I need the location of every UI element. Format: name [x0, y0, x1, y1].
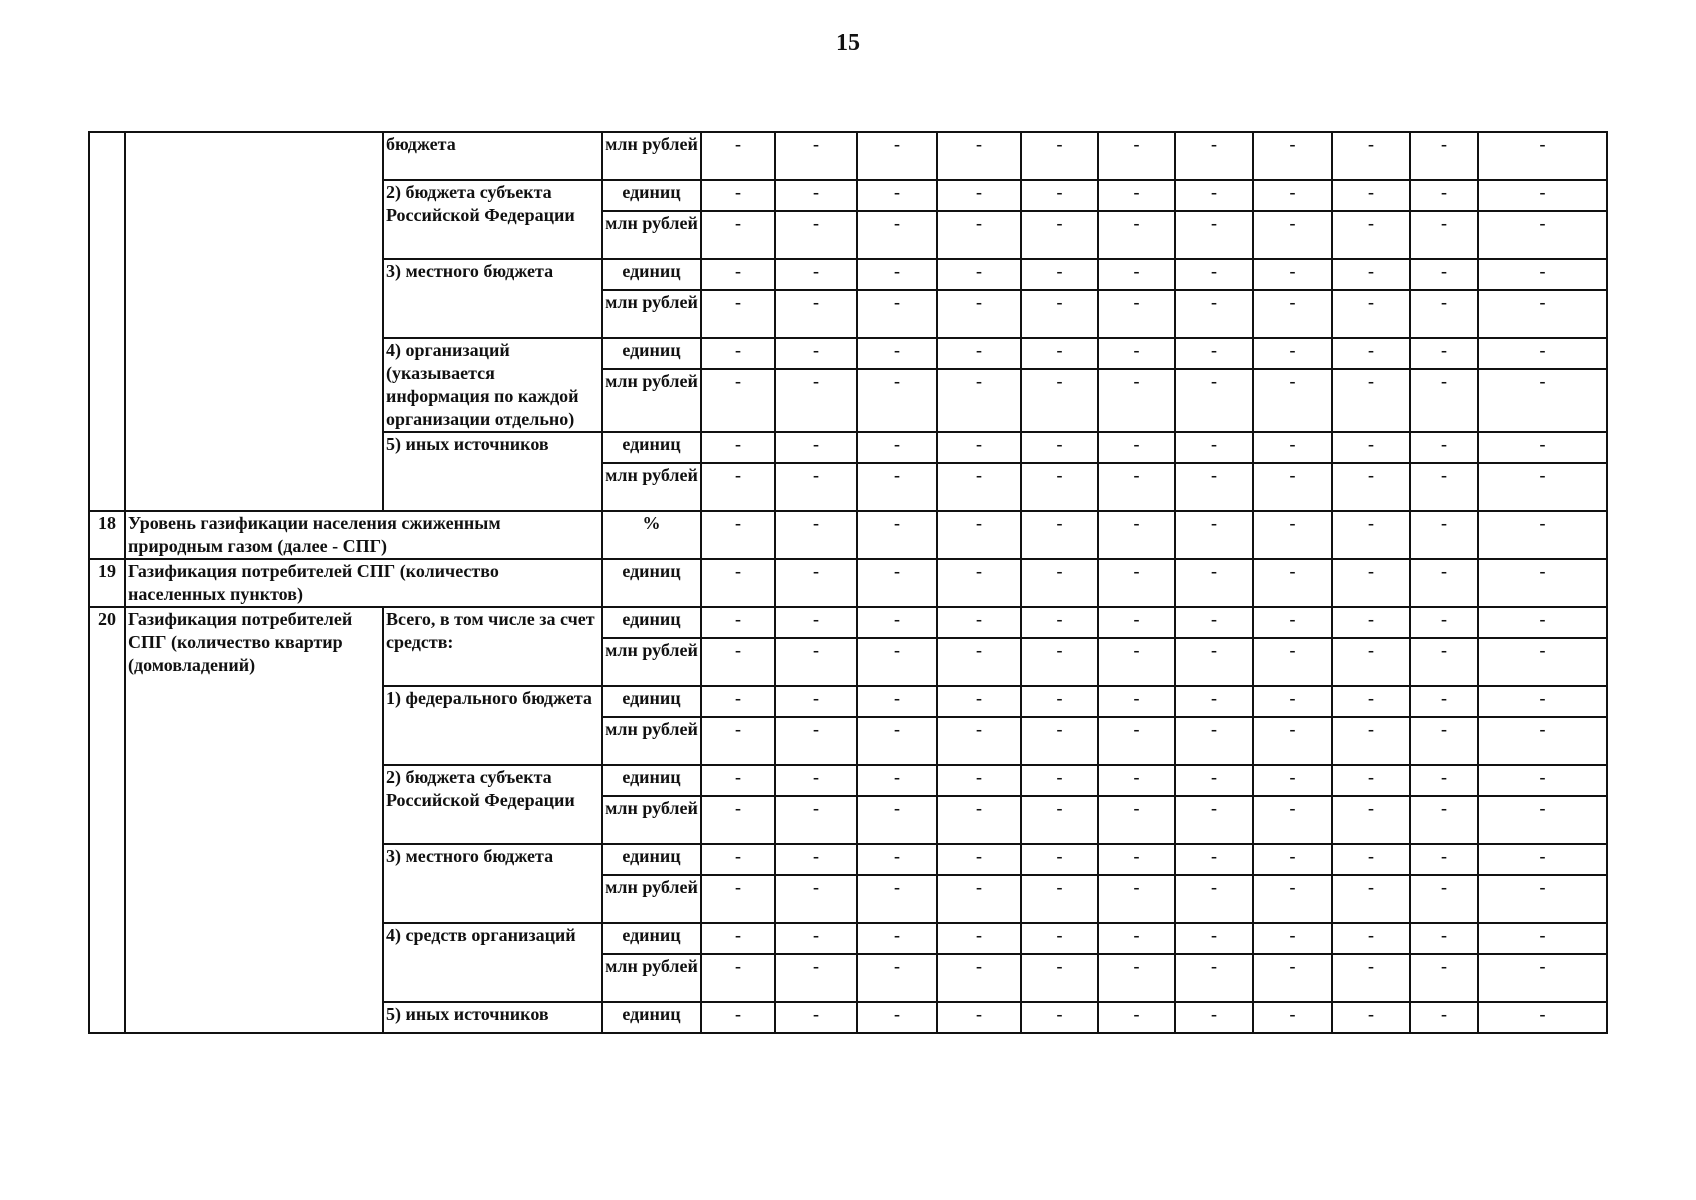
- value-cell: -: [1098, 607, 1175, 638]
- value-cell: -: [1021, 954, 1098, 1002]
- value-cell: -: [857, 559, 937, 607]
- value-cell: -: [701, 369, 775, 432]
- value-cell: -: [1410, 290, 1478, 338]
- unit-cell: единиц: [602, 923, 701, 954]
- indicator-name: Газификация потребителей СПГ (количество квартир (домовладений): [125, 607, 383, 1033]
- value-cell: -: [1332, 132, 1410, 180]
- value-cell: -: [775, 338, 857, 369]
- row-number: [89, 132, 125, 511]
- value-cell: -: [1332, 686, 1410, 717]
- source-cell: 5) иных источников: [383, 432, 602, 511]
- value-cell: -: [1332, 844, 1410, 875]
- value-cell: -: [937, 290, 1021, 338]
- value-cell: -: [775, 432, 857, 463]
- value-cell: -: [1478, 923, 1607, 954]
- unit-cell: единиц: [602, 432, 701, 463]
- value-cell: -: [1478, 765, 1607, 796]
- value-cell: -: [1098, 875, 1175, 923]
- value-cell: -: [1175, 954, 1253, 1002]
- value-cell: -: [1410, 463, 1478, 511]
- unit-cell: единиц: [602, 259, 701, 290]
- unit-cell: млн рублей: [602, 875, 701, 923]
- value-cell: -: [1098, 796, 1175, 844]
- value-cell: -: [857, 132, 937, 180]
- value-cell: -: [1332, 1002, 1410, 1033]
- value-cell: -: [1478, 211, 1607, 259]
- value-cell: -: [1332, 765, 1410, 796]
- value-cell: -: [1175, 369, 1253, 432]
- value-cell: -: [937, 338, 1021, 369]
- unit-cell: млн рублей: [602, 954, 701, 1002]
- value-cell: -: [857, 875, 937, 923]
- source-cell: Всего, в том числе за счет средств:: [383, 607, 602, 686]
- value-cell: -: [1478, 1002, 1607, 1033]
- value-cell: -: [701, 211, 775, 259]
- value-cell: -: [1478, 511, 1607, 559]
- value-cell: -: [1021, 607, 1098, 638]
- value-cell: -: [1098, 686, 1175, 717]
- unit-cell: %: [602, 511, 701, 559]
- unit-cell: млн рублей: [602, 132, 701, 180]
- value-cell: -: [857, 211, 937, 259]
- value-cell: -: [1410, 844, 1478, 875]
- value-cell: -: [857, 923, 937, 954]
- value-cell: -: [1175, 765, 1253, 796]
- value-cell: -: [1410, 511, 1478, 559]
- value-cell: -: [775, 796, 857, 844]
- value-cell: -: [937, 132, 1021, 180]
- value-cell: -: [701, 559, 775, 607]
- value-cell: -: [857, 511, 937, 559]
- value-cell: -: [1410, 875, 1478, 923]
- value-cell: -: [701, 463, 775, 511]
- value-cell: -: [857, 180, 937, 211]
- value-cell: -: [701, 290, 775, 338]
- value-cell: -: [1478, 875, 1607, 923]
- value-cell: -: [701, 844, 775, 875]
- value-cell: -: [1175, 511, 1253, 559]
- value-cell: -: [1098, 559, 1175, 607]
- value-cell: -: [1332, 923, 1410, 954]
- value-cell: -: [1253, 338, 1332, 369]
- value-cell: -: [1332, 259, 1410, 290]
- indicator-name: Уровень газификации населения сжиженным природным газом (далее - СПГ): [125, 511, 602, 559]
- value-cell: -: [1332, 290, 1410, 338]
- value-cell: -: [1021, 180, 1098, 211]
- indicator-name: Газификация потребителей СПГ (количество населенных пунктов): [125, 559, 602, 607]
- value-cell: -: [1253, 369, 1332, 432]
- row-number: 19: [89, 559, 125, 607]
- value-cell: -: [1478, 686, 1607, 717]
- value-cell: -: [1098, 844, 1175, 875]
- table-row: [89, 132, 1607, 180]
- value-cell: -: [701, 607, 775, 638]
- value-cell: -: [1175, 180, 1253, 211]
- value-cell: -: [775, 259, 857, 290]
- value-cell: -: [775, 511, 857, 559]
- value-cell: -: [857, 717, 937, 765]
- source-cell: 1) федерального бюджета: [383, 686, 602, 765]
- value-cell: -: [701, 511, 775, 559]
- value-cell: -: [937, 511, 1021, 559]
- value-cell: -: [1098, 954, 1175, 1002]
- value-cell: -: [1021, 290, 1098, 338]
- value-cell: -: [1021, 1002, 1098, 1033]
- value-cell: -: [1332, 607, 1410, 638]
- unit-cell: млн рублей: [602, 717, 701, 765]
- value-cell: -: [1098, 369, 1175, 432]
- value-cell: -: [701, 180, 775, 211]
- value-cell: -: [857, 607, 937, 638]
- value-cell: -: [937, 259, 1021, 290]
- value-cell: -: [1175, 432, 1253, 463]
- value-cell: -: [1098, 765, 1175, 796]
- value-cell: -: [1021, 211, 1098, 259]
- value-cell: -: [701, 954, 775, 1002]
- unit-cell: млн рублей: [602, 290, 701, 338]
- value-cell: -: [1175, 686, 1253, 717]
- value-cell: -: [1021, 796, 1098, 844]
- value-cell: -: [775, 463, 857, 511]
- value-cell: -: [1410, 180, 1478, 211]
- value-cell: -: [1478, 338, 1607, 369]
- table-row: [89, 607, 1607, 638]
- unit-cell: млн рублей: [602, 796, 701, 844]
- value-cell: -: [775, 954, 857, 1002]
- value-cell: -: [857, 796, 937, 844]
- value-cell: -: [1175, 463, 1253, 511]
- value-cell: -: [1478, 132, 1607, 180]
- value-cell: -: [1478, 796, 1607, 844]
- value-cell: -: [1478, 432, 1607, 463]
- value-cell: -: [701, 875, 775, 923]
- value-cell: -: [701, 765, 775, 796]
- value-cell: -: [1175, 338, 1253, 369]
- value-cell: -: [1098, 638, 1175, 686]
- value-cell: -: [1253, 875, 1332, 923]
- value-cell: -: [1410, 765, 1478, 796]
- table-row: [89, 559, 1607, 607]
- value-cell: -: [701, 432, 775, 463]
- value-cell: -: [775, 180, 857, 211]
- value-cell: -: [1021, 432, 1098, 463]
- value-cell: -: [1021, 844, 1098, 875]
- value-cell: -: [701, 717, 775, 765]
- value-cell: -: [1098, 923, 1175, 954]
- unit-cell: единиц: [602, 180, 701, 211]
- value-cell: -: [1021, 686, 1098, 717]
- value-cell: -: [1410, 211, 1478, 259]
- value-cell: -: [775, 559, 857, 607]
- value-cell: -: [1098, 180, 1175, 211]
- unit-cell: единиц: [602, 607, 701, 638]
- value-cell: -: [1021, 463, 1098, 511]
- value-cell: -: [1098, 132, 1175, 180]
- value-cell: -: [857, 1002, 937, 1033]
- value-cell: -: [1478, 559, 1607, 607]
- value-cell: -: [775, 290, 857, 338]
- value-cell: -: [1410, 338, 1478, 369]
- value-cell: -: [937, 954, 1021, 1002]
- value-cell: -: [937, 211, 1021, 259]
- value-cell: -: [1021, 638, 1098, 686]
- value-cell: -: [1175, 211, 1253, 259]
- value-cell: -: [1478, 638, 1607, 686]
- value-cell: -: [1410, 717, 1478, 765]
- value-cell: -: [1332, 432, 1410, 463]
- value-cell: -: [1175, 875, 1253, 923]
- value-cell: -: [857, 686, 937, 717]
- value-cell: -: [857, 290, 937, 338]
- value-cell: -: [1332, 954, 1410, 1002]
- value-cell: -: [1253, 1002, 1332, 1033]
- value-cell: -: [1478, 259, 1607, 290]
- value-cell: -: [857, 954, 937, 1002]
- value-cell: -: [857, 844, 937, 875]
- value-cell: -: [1332, 559, 1410, 607]
- value-cell: -: [1253, 844, 1332, 875]
- value-cell: -: [701, 1002, 775, 1033]
- value-cell: -: [1332, 180, 1410, 211]
- value-cell: -: [1410, 432, 1478, 463]
- value-cell: -: [1410, 954, 1478, 1002]
- value-cell: -: [1021, 511, 1098, 559]
- value-cell: -: [1253, 180, 1332, 211]
- value-cell: -: [1253, 463, 1332, 511]
- value-cell: -: [1332, 875, 1410, 923]
- value-cell: -: [701, 259, 775, 290]
- indicator-name: [125, 132, 383, 511]
- value-cell: -: [1332, 638, 1410, 686]
- source-cell: 4) организаций (указывается информация по каждой организации отдельно): [383, 338, 602, 432]
- value-cell: -: [701, 132, 775, 180]
- unit-cell: млн рублей: [602, 211, 701, 259]
- value-cell: -: [1478, 463, 1607, 511]
- value-cell: -: [857, 463, 937, 511]
- source-cell: 2) бюджета субъекта Российской Федерации: [383, 180, 602, 259]
- value-cell: -: [775, 875, 857, 923]
- value-cell: -: [1021, 559, 1098, 607]
- value-cell: -: [1021, 765, 1098, 796]
- value-cell: -: [937, 765, 1021, 796]
- value-cell: -: [857, 765, 937, 796]
- value-cell: -: [1253, 686, 1332, 717]
- source-cell: 5) иных источников: [383, 1002, 602, 1033]
- value-cell: -: [775, 132, 857, 180]
- value-cell: -: [1410, 259, 1478, 290]
- value-cell: -: [1332, 211, 1410, 259]
- value-cell: -: [937, 463, 1021, 511]
- value-cell: -: [775, 717, 857, 765]
- value-cell: -: [1410, 686, 1478, 717]
- value-cell: -: [1098, 290, 1175, 338]
- value-cell: -: [1410, 559, 1478, 607]
- value-cell: -: [937, 686, 1021, 717]
- value-cell: -: [1175, 132, 1253, 180]
- value-cell: -: [1175, 923, 1253, 954]
- value-cell: -: [1478, 717, 1607, 765]
- value-cell: -: [1098, 1002, 1175, 1033]
- value-cell: -: [1253, 259, 1332, 290]
- table-row: [89, 511, 1607, 559]
- value-cell: -: [937, 717, 1021, 765]
- value-cell: -: [1253, 432, 1332, 463]
- value-cell: -: [1332, 338, 1410, 369]
- unit-cell: млн рублей: [602, 369, 701, 432]
- value-cell: -: [1175, 717, 1253, 765]
- value-cell: -: [1253, 796, 1332, 844]
- value-cell: -: [1021, 369, 1098, 432]
- value-cell: -: [1332, 463, 1410, 511]
- value-cell: -: [701, 686, 775, 717]
- value-cell: -: [1253, 211, 1332, 259]
- value-cell: -: [1175, 290, 1253, 338]
- value-cell: -: [1478, 954, 1607, 1002]
- value-cell: -: [1175, 1002, 1253, 1033]
- value-cell: -: [1410, 1002, 1478, 1033]
- indicator-table: [88, 131, 1608, 1034]
- value-cell: -: [937, 638, 1021, 686]
- value-cell: -: [937, 559, 1021, 607]
- value-cell: -: [775, 1002, 857, 1033]
- value-cell: -: [1175, 559, 1253, 607]
- unit-cell: единиц: [602, 844, 701, 875]
- value-cell: -: [1410, 923, 1478, 954]
- value-cell: -: [1410, 796, 1478, 844]
- value-cell: -: [1175, 796, 1253, 844]
- value-cell: -: [1253, 132, 1332, 180]
- page-number: 15: [836, 30, 860, 56]
- unit-cell: единиц: [602, 686, 701, 717]
- source-cell: 4) средств организаций: [383, 923, 602, 1002]
- value-cell: -: [1175, 844, 1253, 875]
- value-cell: -: [857, 432, 937, 463]
- value-cell: -: [937, 844, 1021, 875]
- value-cell: -: [857, 638, 937, 686]
- source-cell: 3) местного бюджета: [383, 259, 602, 338]
- value-cell: -: [775, 686, 857, 717]
- value-cell: -: [1332, 796, 1410, 844]
- value-cell: -: [1253, 765, 1332, 796]
- value-cell: -: [1098, 338, 1175, 369]
- value-cell: -: [701, 923, 775, 954]
- value-cell: -: [1478, 180, 1607, 211]
- value-cell: -: [1478, 369, 1607, 432]
- value-cell: -: [937, 1002, 1021, 1033]
- value-cell: -: [857, 259, 937, 290]
- value-cell: -: [1332, 717, 1410, 765]
- value-cell: -: [775, 211, 857, 259]
- unit-cell: единиц: [602, 338, 701, 369]
- value-cell: -: [775, 607, 857, 638]
- unit-cell: единиц: [602, 1002, 701, 1033]
- value-cell: -: [1098, 463, 1175, 511]
- value-cell: -: [1478, 607, 1607, 638]
- value-cell: -: [1253, 511, 1332, 559]
- unit-cell: млн рублей: [602, 638, 701, 686]
- value-cell: -: [701, 796, 775, 844]
- value-cell: -: [1098, 259, 1175, 290]
- value-cell: -: [1478, 844, 1607, 875]
- value-cell: -: [1175, 607, 1253, 638]
- value-cell: -: [937, 369, 1021, 432]
- value-cell: -: [1410, 607, 1478, 638]
- value-cell: -: [1253, 559, 1332, 607]
- value-cell: -: [1332, 369, 1410, 432]
- value-cell: -: [1175, 638, 1253, 686]
- value-cell: -: [937, 923, 1021, 954]
- value-cell: -: [701, 638, 775, 686]
- value-cell: -: [1021, 923, 1098, 954]
- unit-cell: млн рублей: [602, 463, 701, 511]
- value-cell: -: [1332, 511, 1410, 559]
- row-number: 18: [89, 511, 125, 559]
- row-number: 20: [89, 607, 125, 1033]
- value-cell: -: [937, 875, 1021, 923]
- value-cell: -: [1410, 369, 1478, 432]
- value-cell: -: [1410, 638, 1478, 686]
- value-cell: -: [775, 638, 857, 686]
- value-cell: -: [1253, 638, 1332, 686]
- value-cell: -: [775, 369, 857, 432]
- value-cell: -: [775, 923, 857, 954]
- value-cell: -: [775, 765, 857, 796]
- value-cell: -: [1098, 432, 1175, 463]
- value-cell: -: [937, 432, 1021, 463]
- source-cell: бюджета: [383, 132, 602, 180]
- source-cell: 2) бюджета субъекта Российской Федерации: [383, 765, 602, 844]
- value-cell: -: [857, 369, 937, 432]
- value-cell: -: [857, 338, 937, 369]
- value-cell: -: [1098, 211, 1175, 259]
- value-cell: -: [1021, 875, 1098, 923]
- value-cell: -: [1253, 954, 1332, 1002]
- value-cell: -: [1478, 290, 1607, 338]
- unit-cell: единиц: [602, 559, 701, 607]
- value-cell: -: [1021, 132, 1098, 180]
- unit-cell: единиц: [602, 765, 701, 796]
- value-cell: -: [1253, 290, 1332, 338]
- value-cell: -: [1021, 259, 1098, 290]
- value-cell: -: [1175, 259, 1253, 290]
- value-cell: -: [1410, 132, 1478, 180]
- source-cell: 3) местного бюджета: [383, 844, 602, 923]
- value-cell: -: [1253, 923, 1332, 954]
- value-cell: -: [1253, 717, 1332, 765]
- value-cell: -: [1098, 717, 1175, 765]
- value-cell: -: [937, 796, 1021, 844]
- value-cell: -: [937, 607, 1021, 638]
- value-cell: -: [1021, 717, 1098, 765]
- value-cell: -: [775, 844, 857, 875]
- value-cell: -: [1098, 511, 1175, 559]
- value-cell: -: [937, 180, 1021, 211]
- value-cell: -: [701, 338, 775, 369]
- value-cell: -: [1253, 607, 1332, 638]
- value-cell: -: [1021, 338, 1098, 369]
